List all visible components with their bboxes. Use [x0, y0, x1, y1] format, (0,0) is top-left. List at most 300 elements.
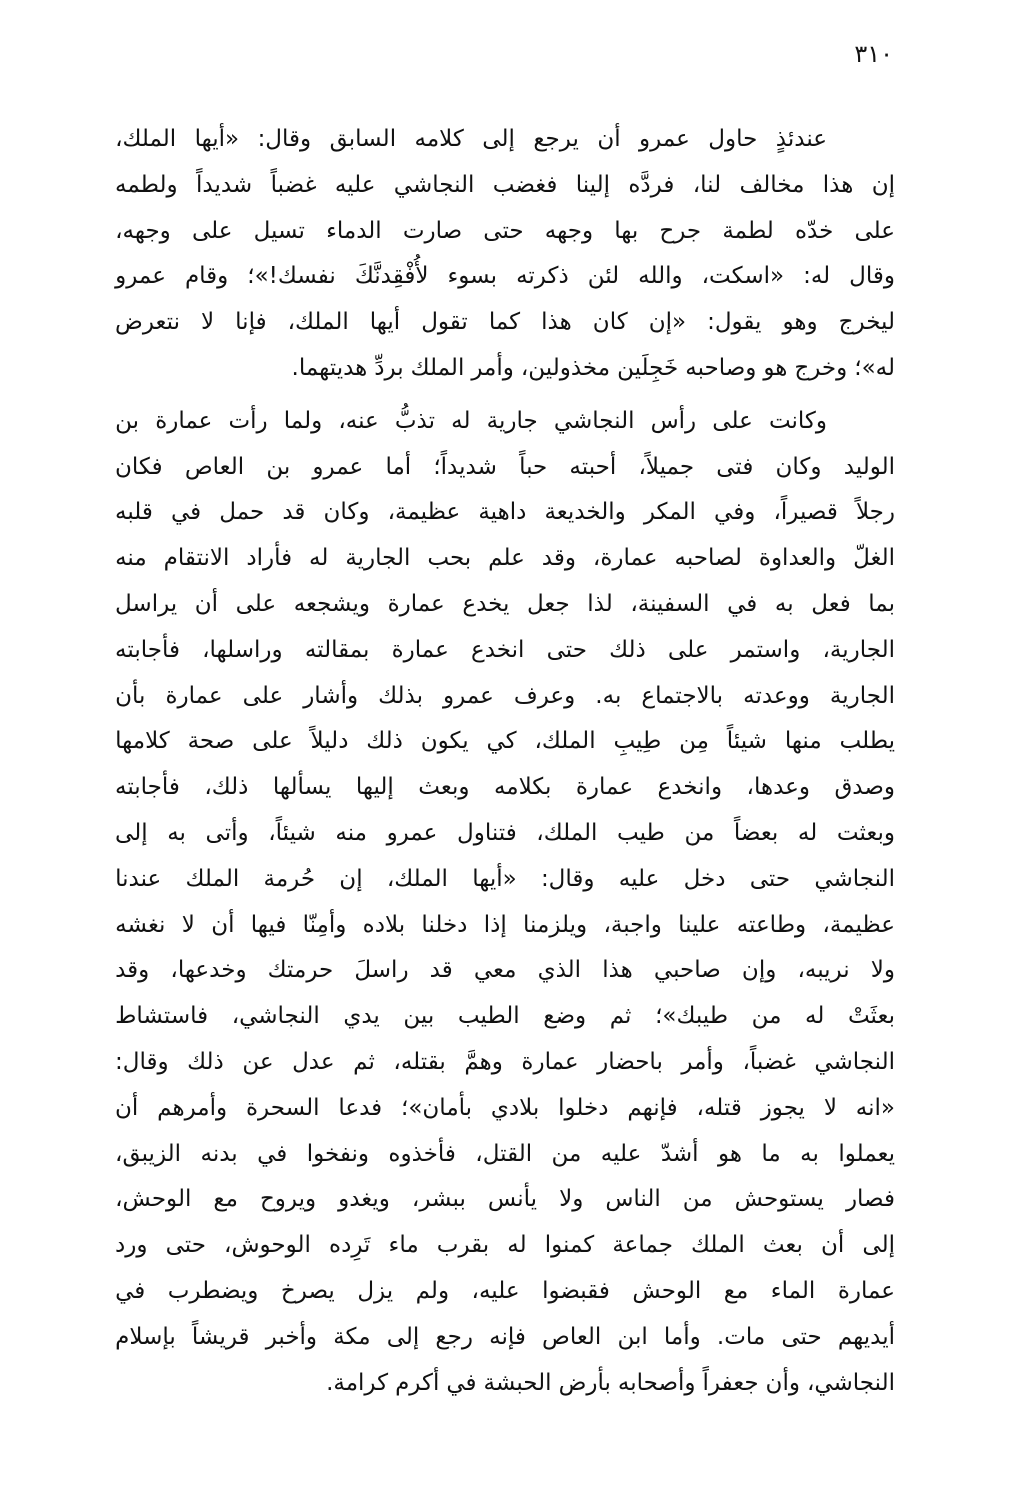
word: فغضب — [492, 171, 558, 198]
word: منه — [115, 545, 147, 572]
word: ويروح — [259, 1186, 317, 1213]
word: عمرو — [312, 453, 364, 480]
word: وأصحابه — [617, 1369, 696, 1396]
text-line — [115, 1315, 895, 1361]
word: دخلنا — [421, 911, 468, 938]
word: بإسلام — [115, 1323, 176, 1350]
word: داهية — [478, 499, 527, 526]
word: في — [727, 590, 758, 617]
word: عليه — [600, 1140, 642, 1167]
word: ولم — [415, 1277, 450, 1304]
word: إليها — [355, 774, 394, 801]
word: عظيمة، — [822, 911, 895, 938]
word: ما — [761, 1140, 781, 1167]
word: بكلامه — [493, 774, 552, 801]
word: عمرو — [115, 263, 166, 290]
word: عليه، — [471, 1277, 520, 1304]
word: عمارة — [165, 682, 223, 709]
word: بأن — [115, 682, 146, 709]
word: وخرج — [794, 354, 848, 381]
word: بن — [115, 407, 140, 434]
word: طِيبِ — [613, 728, 662, 755]
word: أحبته — [569, 453, 617, 480]
word: «اسكت، — [701, 263, 785, 290]
word: ثم — [353, 1048, 375, 1075]
word: وهمَّ — [464, 1048, 503, 1075]
word: حباً — [519, 453, 548, 480]
word: وصدق — [834, 774, 895, 801]
word: بعضاً — [733, 819, 779, 846]
word: فإنهم — [627, 1094, 678, 1121]
word: باحضار — [597, 1048, 663, 1075]
word: وأما — [663, 1323, 701, 1350]
word: الانتقام — [163, 545, 230, 572]
word: بلادي — [490, 1094, 540, 1121]
word: من — [551, 1140, 582, 1167]
word: فإنه — [489, 1323, 526, 1350]
word: عليه — [618, 865, 660, 892]
word: يستوحش — [734, 1186, 824, 1213]
word: له — [797, 819, 818, 846]
word: السابق — [329, 126, 397, 152]
word: الملك — [691, 1232, 745, 1259]
word: فإنا — [235, 309, 267, 336]
word: ولما — [283, 407, 323, 434]
word: ذلك، — [204, 774, 249, 801]
word: القتل، — [475, 1140, 533, 1167]
word: الجارية، — [822, 636, 895, 663]
word: واستمر — [730, 636, 801, 663]
word: فاستشاط — [115, 1003, 209, 1030]
word: في — [115, 1277, 146, 1304]
word: طيبك»؛ — [655, 1003, 729, 1030]
word: عندنا — [115, 865, 162, 892]
word: والخديعة — [544, 499, 626, 526]
word: حتى — [781, 1323, 822, 1350]
text-line — [115, 346, 895, 392]
word: صارت — [402, 217, 463, 244]
word: بلاده — [362, 911, 406, 938]
word: وأمرهم — [157, 1094, 228, 1121]
word: قد — [282, 499, 306, 526]
word: هو — [763, 354, 788, 381]
word: شيئاً، — [268, 819, 316, 846]
word: مع — [723, 1277, 749, 1304]
word: ولطمه — [115, 171, 178, 198]
word: عمارة — [391, 636, 449, 663]
word: بدنه — [200, 1140, 238, 1167]
word: الملك — [410, 354, 465, 381]
word: إلى — [115, 819, 148, 846]
text-line — [115, 163, 895, 209]
word: يخدع — [462, 590, 510, 617]
word: بها — [614, 217, 639, 244]
word: ويضطرب — [167, 1277, 259, 1304]
text-line — [115, 811, 895, 857]
word: الملك، — [115, 126, 177, 152]
text-line — [115, 254, 895, 300]
word: فتناول — [457, 819, 517, 846]
word: له — [805, 1003, 825, 1030]
text-line — [115, 445, 895, 491]
paragraph — [115, 399, 895, 1407]
word: ليخرج — [838, 309, 895, 336]
word: فأخذوه — [388, 1140, 456, 1167]
word: ثم — [609, 1003, 632, 1030]
text-line — [115, 1361, 895, 1407]
word: وصاحبه — [685, 354, 757, 381]
word: الدماء — [326, 217, 382, 244]
word: الوحش — [632, 1277, 702, 1304]
word: لصاحبه — [674, 545, 742, 572]
word: قريشاً — [191, 1323, 250, 1350]
word: عدل — [292, 1048, 335, 1075]
word: عمارة — [837, 1277, 895, 1304]
word: لذا — [587, 590, 613, 617]
word: السحرة — [245, 1094, 320, 1121]
word: على — [191, 217, 233, 244]
word: على — [712, 407, 753, 434]
word: به — [800, 1140, 819, 1167]
word: على — [667, 636, 709, 663]
word: جماعة — [612, 1232, 673, 1259]
word: له — [451, 407, 471, 434]
word: وبعث — [418, 774, 470, 801]
word: الملك، — [386, 865, 448, 892]
word: الوليد — [843, 453, 895, 480]
word: لا — [181, 911, 195, 938]
word: هديتهما. — [291, 354, 368, 381]
text-line — [115, 582, 895, 628]
word: بمقالته — [304, 636, 370, 663]
word: يكون — [420, 728, 469, 755]
word: شديداً — [196, 171, 253, 198]
word: لطمة — [722, 217, 774, 244]
word: إذا — [483, 911, 507, 938]
text-line — [115, 1040, 895, 1086]
word: الوحش، — [115, 1186, 192, 1213]
word: إلى — [482, 126, 515, 152]
word: دليلاً — [310, 728, 349, 755]
word: جعفراً — [702, 1369, 759, 1396]
word: بالاجتماع — [641, 682, 724, 709]
word: جميلاً، — [638, 453, 695, 480]
word: يدي — [343, 1003, 380, 1030]
word: حاول — [708, 126, 758, 152]
word: الطيب — [457, 1003, 520, 1030]
word: بقتله، — [393, 1048, 446, 1075]
word: ذلك — [366, 728, 403, 755]
text-line — [115, 994, 895, 1040]
word: وإن — [741, 957, 777, 984]
word: يجوز — [760, 1094, 805, 1121]
word: عندئذٍ — [775, 126, 827, 152]
word: كان — [592, 309, 628, 336]
word: عليه — [334, 171, 376, 198]
word: ويغدو — [338, 1186, 390, 1213]
word: يسألها — [272, 774, 332, 801]
word: دخل — [683, 865, 726, 892]
word: بعث — [762, 1232, 803, 1259]
word: كي — [486, 728, 517, 755]
word: تقول — [421, 309, 468, 336]
word: وقد — [115, 957, 150, 984]
word: نريبه، — [797, 957, 850, 984]
word: بما — [868, 590, 895, 617]
word: وطاعته — [736, 911, 807, 938]
word: حرمتك — [267, 957, 334, 984]
text-line — [115, 1132, 895, 1178]
word: غضباً — [270, 171, 317, 198]
word: فكان — [115, 453, 163, 480]
word: إلينا — [575, 171, 611, 198]
word: معي — [473, 957, 517, 984]
word: في — [257, 1140, 288, 1167]
word: طيب — [617, 819, 665, 846]
word: وانخدع — [657, 774, 723, 801]
text-line — [115, 536, 895, 582]
word: في — [446, 1369, 477, 1396]
word: كما — [488, 309, 521, 336]
word: فأراد — [246, 545, 293, 572]
word: وعدها، — [746, 774, 810, 801]
word: الملك — [185, 865, 240, 892]
word: «انه — [855, 1094, 895, 1121]
word: في — [171, 499, 202, 526]
word: الملك، — [287, 309, 349, 336]
word: به — [774, 590, 794, 617]
word: أن — [821, 1232, 845, 1259]
word: فصار — [845, 1186, 895, 1213]
word: حمل — [219, 499, 265, 526]
word: حتى — [483, 217, 524, 244]
word: ماء — [388, 1232, 419, 1259]
paragraph — [115, 117, 895, 392]
word: ويشجعه — [293, 590, 371, 617]
word: وبعثت — [836, 819, 895, 846]
word: صاحبي — [653, 957, 721, 984]
word: ولا — [559, 1186, 584, 1213]
word: كمنوا — [544, 1232, 595, 1259]
word: كرامة. — [326, 1369, 389, 1396]
word: وأتى — [205, 819, 249, 846]
word: يطلب — [839, 728, 895, 755]
word: وعرف — [513, 682, 576, 709]
word: من — [751, 1003, 782, 1030]
word: بقرب — [436, 1232, 490, 1259]
word: يعملوا — [838, 1140, 895, 1167]
word: الملك، — [536, 819, 598, 846]
word: بين — [403, 1003, 435, 1030]
word: الماء — [770, 1277, 816, 1304]
word: السفينة، — [630, 590, 710, 617]
text-line — [115, 300, 895, 346]
word: على — [854, 217, 895, 244]
word: كلامه — [414, 126, 464, 152]
word: فدعا — [338, 1094, 383, 1121]
word: أما — [385, 453, 412, 480]
word: النجاشي — [393, 171, 475, 198]
text-line — [115, 674, 895, 720]
word: دخلوا — [558, 1094, 609, 1121]
word: الذي — [537, 957, 582, 984]
word: منها — [784, 728, 822, 755]
word: منه — [335, 819, 367, 846]
word: فأجابته — [115, 636, 180, 663]
word: يأنس — [487, 1186, 538, 1213]
text-line — [115, 1086, 895, 1132]
word: كلامها — [115, 728, 170, 755]
word: وضع — [543, 1003, 587, 1030]
word: «إن — [648, 309, 687, 336]
word: وأن — [765, 1369, 800, 1396]
word: المكر — [643, 499, 696, 526]
word: الناس — [605, 1186, 661, 1213]
word: مع — [213, 1186, 238, 1213]
word: أن — [194, 590, 219, 617]
word: لنا، — [692, 171, 722, 198]
word: عمرو — [443, 682, 494, 709]
word: واجبة، — [603, 911, 662, 938]
word: شديداً؛ — [433, 453, 497, 480]
word: قتله، — [696, 1094, 742, 1121]
word: حتى — [165, 1232, 206, 1259]
word: رأس — [650, 407, 697, 434]
word: صحة — [187, 728, 235, 755]
word: الحبشة — [483, 1369, 552, 1396]
word: عظيمة، — [387, 499, 461, 526]
word: فأجابته — [115, 774, 180, 801]
word: به. — [595, 682, 622, 709]
text-line — [115, 1269, 895, 1315]
word: حتى — [749, 865, 791, 892]
word: لأُفْقِدنَّكَ — [354, 263, 429, 290]
text-line — [115, 490, 895, 536]
word: نفسك!»؛ — [247, 263, 336, 290]
word: عمارة، — [592, 545, 658, 572]
word: لا — [823, 1094, 837, 1121]
word: وراسلها، — [202, 636, 283, 663]
text-line — [115, 628, 895, 674]
word: ويلزمنا — [523, 911, 588, 938]
word: نتعرض — [115, 309, 180, 336]
word: وخدعها، — [170, 957, 247, 984]
word: مِن — [679, 728, 709, 755]
text-line — [115, 857, 895, 903]
word: وقال: — [540, 865, 595, 892]
word: جعل — [526, 590, 570, 617]
word: بأمان»؛ — [401, 1094, 473, 1121]
word: الغلّ — [853, 545, 895, 572]
word: وأمر — [681, 1048, 724, 1075]
word: له: — [803, 263, 831, 290]
word: وقال — [849, 263, 895, 290]
word: بذلك — [378, 682, 423, 709]
word: شيئاً — [726, 728, 767, 755]
text-line — [115, 117, 895, 163]
word: الزيبق، — [115, 1140, 182, 1167]
word: خَجِلَين — [617, 354, 679, 381]
word: وجهه — [544, 217, 594, 244]
word: الملك، — [534, 728, 596, 755]
word: لئن — [587, 263, 620, 290]
word: هذا — [602, 957, 633, 984]
word: عمارة — [521, 1048, 579, 1075]
word: وقال: — [257, 126, 312, 152]
text-line — [115, 399, 895, 445]
word: ونفخوا — [306, 1140, 369, 1167]
word: هو — [717, 1140, 742, 1167]
word: فعل — [811, 590, 851, 617]
word: وكان — [775, 453, 822, 480]
word: وأمِنّا — [302, 911, 347, 938]
word: وفي — [714, 499, 756, 526]
word: وقد — [541, 545, 576, 572]
text-line — [115, 948, 895, 994]
word: وأخبر — [265, 1323, 318, 1350]
text-line — [115, 719, 895, 765]
word: والله — [638, 263, 683, 290]
word: ذلك — [187, 1048, 224, 1075]
word: عمارة — [155, 407, 213, 434]
word: على — [235, 590, 277, 617]
word: أن — [211, 911, 235, 938]
word: مخذولين، — [520, 354, 611, 381]
word: ورد — [115, 1232, 148, 1259]
word: عمارة — [387, 590, 445, 617]
word: إن — [871, 171, 895, 198]
word: بسوء — [447, 263, 498, 290]
word: عمارة — [575, 774, 634, 801]
word: هذا — [822, 171, 854, 198]
word: حتى — [546, 636, 587, 663]
word: بردِّ — [374, 354, 404, 381]
word: ذلك — [609, 636, 646, 663]
word: له — [309, 545, 329, 572]
body-text — [115, 117, 895, 1413]
word: الجارية — [829, 682, 895, 709]
word: من — [684, 819, 715, 846]
word: يرجع — [533, 126, 579, 152]
word: إن — [339, 865, 363, 892]
word: بأرض — [558, 1369, 611, 1396]
word: له — [507, 1232, 527, 1259]
word: ووعدته — [743, 682, 810, 709]
word: علينا — [678, 911, 721, 938]
word: وجهه، — [115, 217, 171, 244]
word: عن — [242, 1048, 274, 1075]
word: العاص — [542, 1323, 602, 1350]
word: خدّه — [794, 217, 834, 244]
text-line — [115, 765, 895, 811]
word: الجارية — [345, 545, 411, 572]
word: على — [252, 728, 293, 755]
word: وأمر — [471, 354, 514, 381]
word: العاص — [184, 453, 245, 480]
word: به — [167, 819, 186, 846]
word: انخدع — [470, 636, 525, 663]
word: نغشه — [115, 911, 166, 938]
word: وأشار — [303, 682, 359, 709]
word: تسيل — [253, 217, 305, 244]
word: راسلَ — [354, 957, 409, 984]
word: النجاشي — [814, 865, 895, 892]
word: وقام — [184, 263, 229, 290]
word: وهو — [782, 309, 818, 336]
word: أكرم — [395, 1369, 440, 1396]
page-number: ٣١٠ — [854, 40, 893, 68]
word: عمرو — [639, 126, 690, 152]
